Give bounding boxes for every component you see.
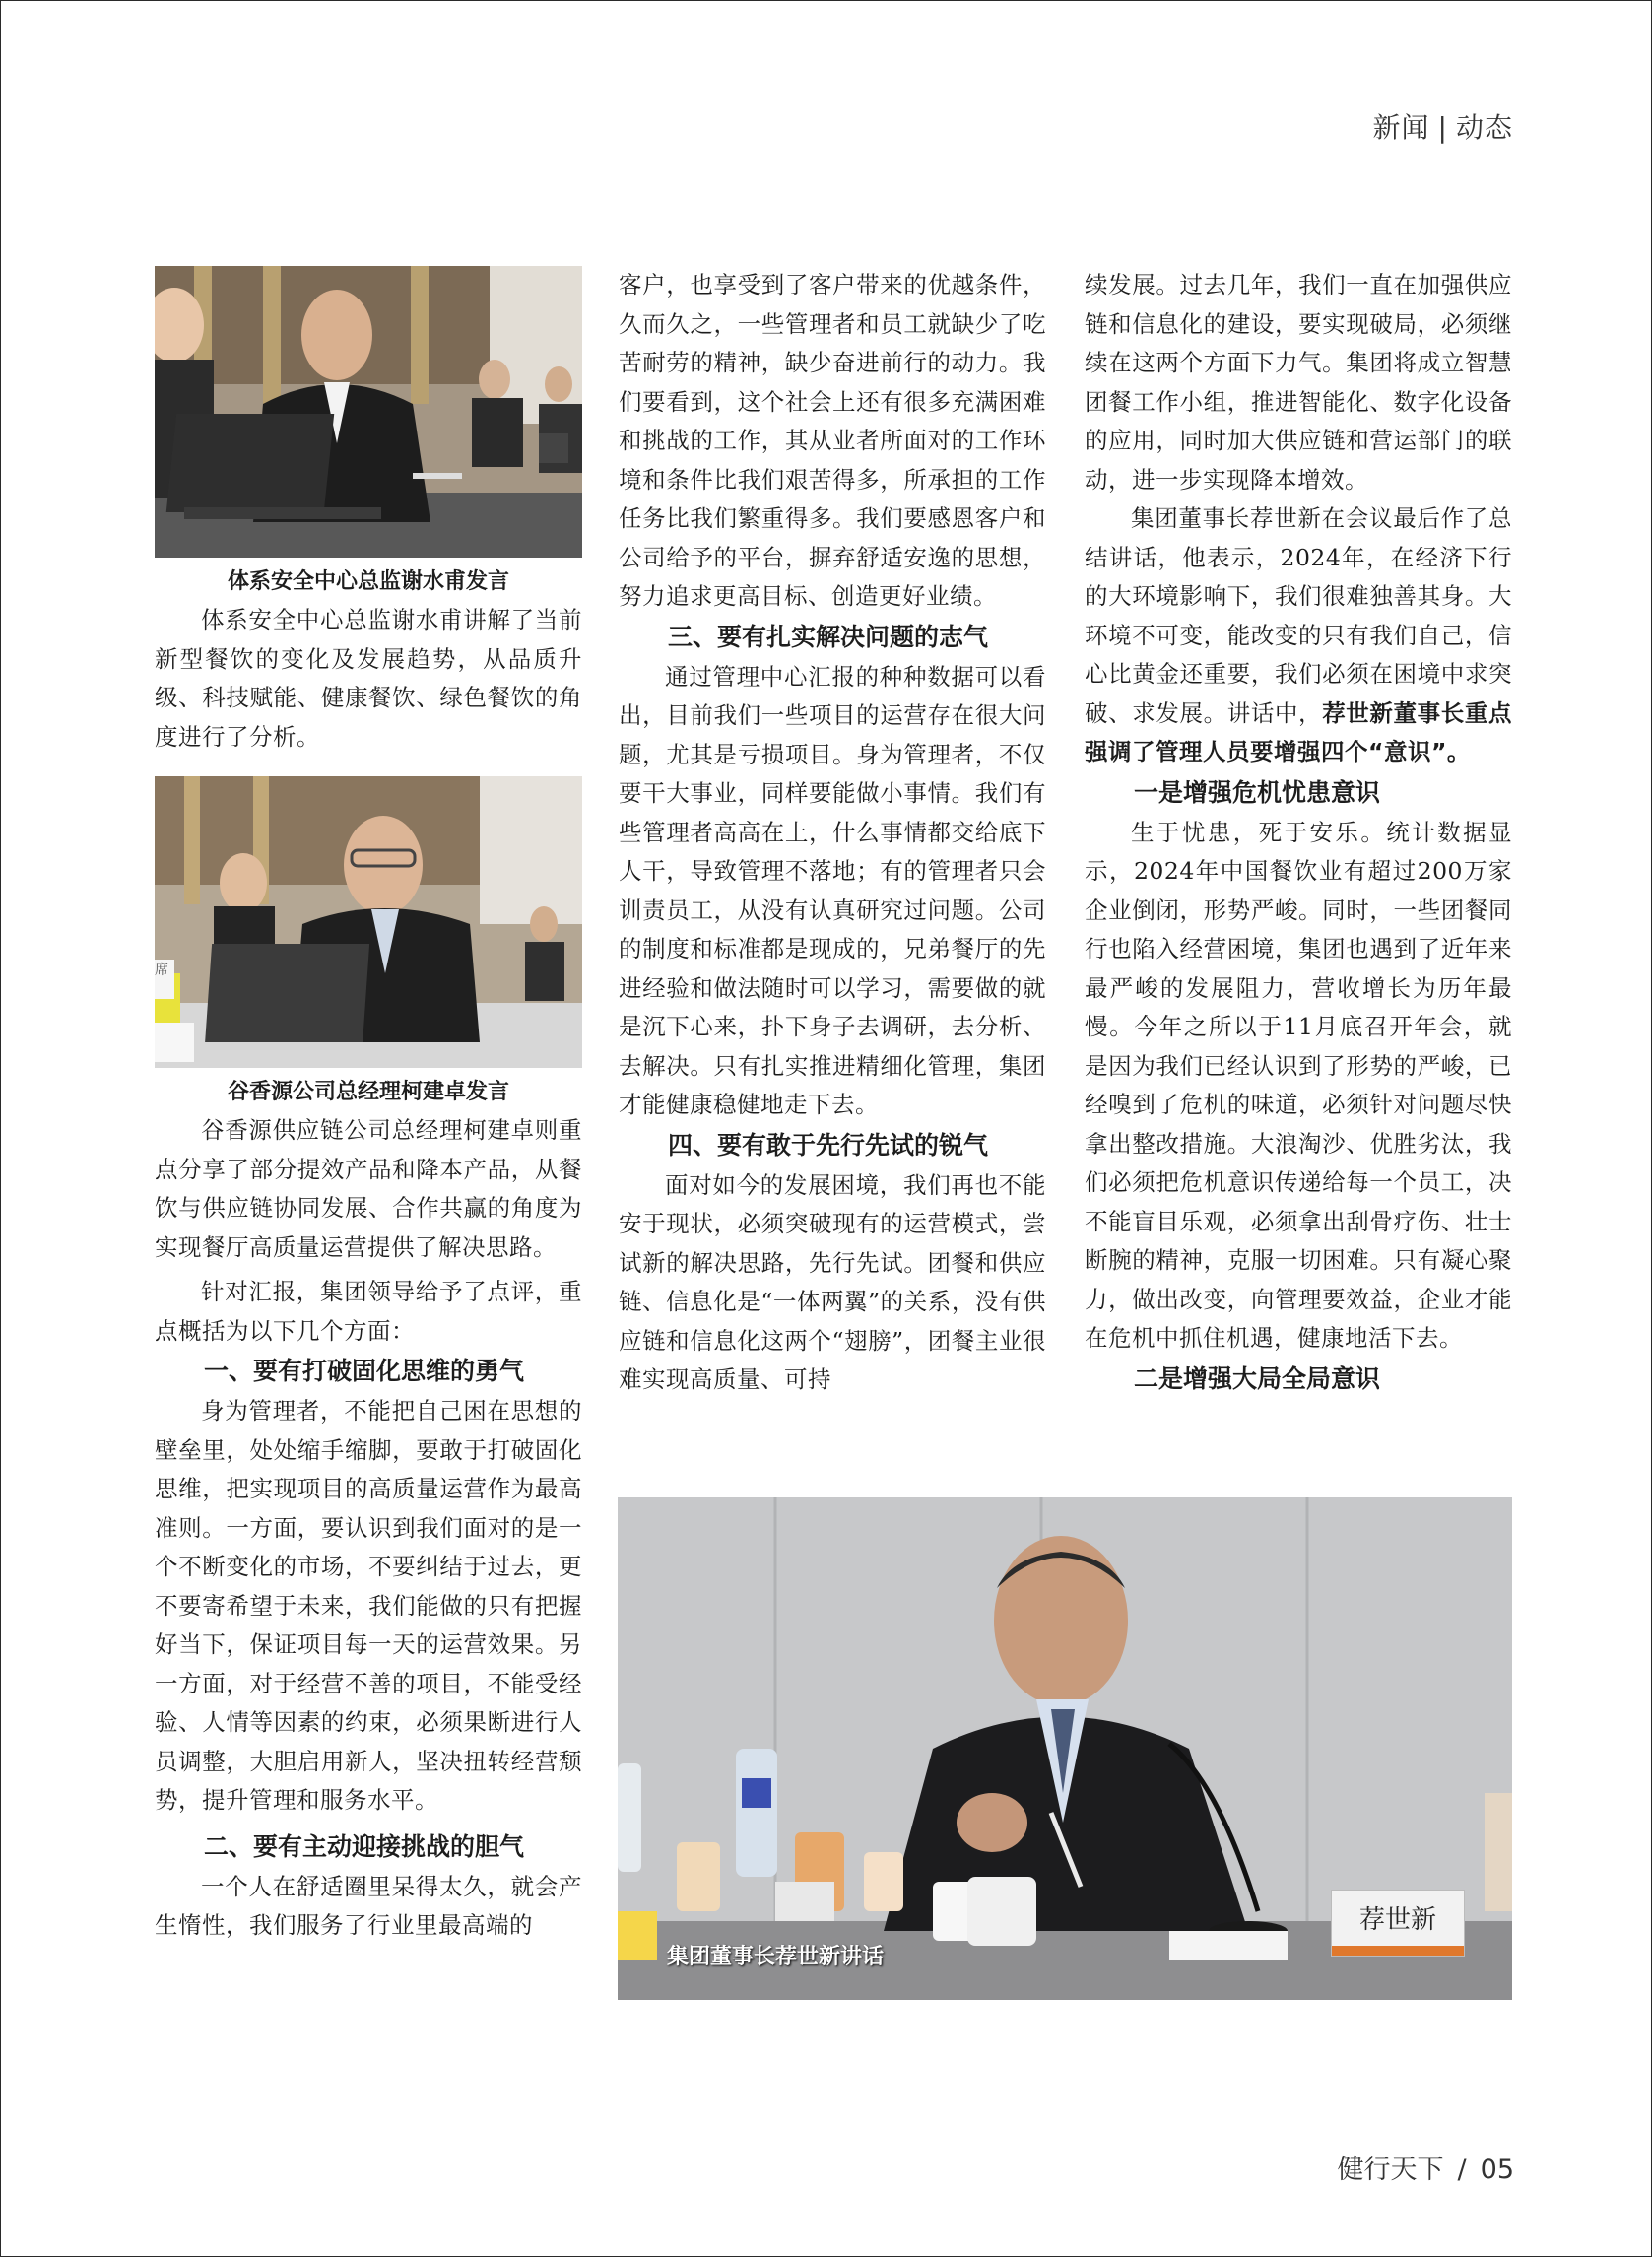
publication-name: 健行天下 bbox=[1337, 2155, 1444, 2185]
col1-paragraph-2: 谷香源供应链公司总经理柯建卓则重点分享了部分提效产品和降本产品，从餐饮与供应链协同发展、合作共赢的角度为实现餐厅高质量运营提供了解决思路。 bbox=[155, 1116, 582, 1261]
section-label: 新闻 bbox=[1372, 111, 1430, 144]
heading-5: 一是增强危机忧患意识 bbox=[1134, 777, 1381, 807]
col2-paragraph-2: 通过管理中心汇报的种种数据可以看出，目前我们一些项目的运营存在很大问题，尤其是亏损项目。身为管理者，不仅要干大事业，同样要能做小事情。我们有些管理者高高在上，什么事情都交给底下人干，导致管理不落地；有的管理者只会训责员工，从没有认真研究过问题。公司的制度和标准都是现成的，兄弟餐厅的先进经验和做法随时可以学习，需要做的就是沉下心来，扑下身子去调研，去分析、去解决。只有扎实推进精细化管理，集团才能健康稳健地走下去。 bbox=[619, 662, 1046, 1118]
section-header bbox=[1373, 106, 1513, 146]
column-2 bbox=[619, 266, 1046, 1400]
page-number: 05 bbox=[1480, 2155, 1514, 2185]
column-1 bbox=[155, 266, 582, 1946]
col1-paragraph-3: 针对汇报，集团领导给予了点评，重点概括为以下几个方面： bbox=[155, 1278, 582, 1345]
photo-chairman bbox=[618, 1497, 1512, 2000]
photo-speaker-1-caption: 体系安全中心总监谢水甫发言 bbox=[227, 569, 509, 594]
col1-paragraph-1: 体系安全中心总监谢水甫讲解了当前新型餐饮的变化及发展趋势，从品质升级、科技赋能、健康餐饮、绿色餐饮的角度进行了分析。 bbox=[155, 606, 582, 751]
col3-paragraph-3: 生于忧患，死于安乐。统计数据显示，2024年中国餐饮业有超过200万家企业倒闭，形势严峻。同时，一些团餐同行也陷入经营困境，集团也遇到了近年来最严峻的发展阻力，营收增长为历年最慢。今年之所以于11月底召开年会，就是因为我们已经认识到了形势的严峻，已经嗅到了危机的味道，必须针对问题尽快拿出整改措施。大浪淘沙、优胜劣汰，我们必须把危机意识传递给每一个员工，决不能盲目乐观，必须拿出刮骨疗伤、壮士断腕的精神，克服一切困难。只有凝心聚力，做出改变，向管理要效益，企业才能在危机中抓住机遇，健康地活下去。 bbox=[1085, 818, 1512, 1352]
col3-paragraph-2-emphasis: 荐世新董事长重点强调了管理人员要增强四个“意识”。 bbox=[1085, 698, 1513, 765]
heading-2: 二、要有主动迎接挑战的胆气 bbox=[204, 1831, 525, 1861]
col2-paragraph-1: 客户，也享受到了客户带来的优越条件，久而久之，一些管理者和员工就缺少了吃苦耐劳的精神，缺少奋进前行的动力。我们要看到，这个社会上还有很多充满困难和挑战的工作，其从业者所面对的工作环境和条件比我们艰苦得多，所承担的工作任务比我们繁重得多。我们要感恩客户和公司给予的平台，摒弃舒适安逸的思想，努力追求更高目标、创造更好业绩。 bbox=[619, 271, 1046, 610]
col3-paragraph-2 bbox=[1085, 499, 1512, 772]
photo-chairman-nameplate: 荐世新 bbox=[1331, 1890, 1465, 1957]
col2-paragraph-3: 面对如今的发展困境，我们再也不能安于现状，必须突破现有的运营模式，尝试新的解决思路，先行先试。团餐和供应链、信息化是“一体两翼”的关系，没有供应链和信息化这两个“翅膀”，团餐主业很难实现高质量、可持 bbox=[619, 1170, 1046, 1393]
photo-speaker-2-placard: 席 bbox=[155, 960, 174, 999]
heading-1: 一、要有打破固化思维的勇气 bbox=[204, 1357, 525, 1385]
photo-speaker-2-caption: 谷香源公司总经理柯建卓发言 bbox=[227, 1080, 509, 1104]
footer-separator: / bbox=[1457, 2155, 1467, 2185]
heading-4: 四、要有敢于先行先试的锐气 bbox=[668, 1130, 989, 1160]
photo-speaker-1-image bbox=[155, 266, 582, 558]
heading-3: 三、要有扎实解决问题的志气 bbox=[668, 622, 989, 651]
col3-paragraph-1: 续发展。过去几年，我们一直在加强供应链和信息化的建设，要实现破局，必须继续在这两个方面下力气。集团将成立智慧团餐工作小组，推进智能化、数字化设备的应用，同时加大供应链和营运部门的联动，进一步实现降本增效。 bbox=[1085, 271, 1512, 494]
page-footer bbox=[1338, 2148, 1514, 2186]
header-separator: | bbox=[1437, 111, 1448, 144]
col3-paragraph-2-text: 集团董事长荐世新在会议最后作了总结讲话，他表示，2024年，在经济下行的大环境影响下，我们很难独善其身。大环境不可变，能改变的只有我们自己，信心比黄金还重要，我们必须在困境中求突破、求发展。讲话中， bbox=[1085, 504, 1512, 727]
photo-chairman-caption: 集团董事长荐世新讲话 bbox=[667, 1945, 885, 1969]
col1-paragraph-4: 身为管理者，不能把自己困在思想的壁垒里，处处缩手缩脚，要敢于打破固化思维，把实现项目的高质量运营作为最高准则。一方面，要认识到我们面对的是一个不断变化的市场，不要纠结于过去，更不要寄希望于未来，我们能做的只有把握好当下，保证项目每一天的运营效果。另一方面，对于经营不善的项目，不能受经验、人情等因素的约束，必须果断进行人员调整，大胆启用新人，坚决扭转经营颓势，提升管理和服务水平。 bbox=[155, 1397, 582, 1814]
column-3 bbox=[1085, 266, 1512, 1400]
col1-paragraph-5: 一个人在舒适圈里呆得太久，就会产生惰性，我们服务了行业里最高端的 bbox=[155, 1872, 582, 1939]
heading-6: 二是增强大局全局意识 bbox=[1134, 1363, 1381, 1393]
photo-speaker-2-image bbox=[155, 776, 582, 1068]
photo-speaker-1 bbox=[155, 266, 582, 558]
photo-speaker-2 bbox=[155, 776, 582, 1068]
subsection-label: 动态 bbox=[1455, 111, 1513, 144]
